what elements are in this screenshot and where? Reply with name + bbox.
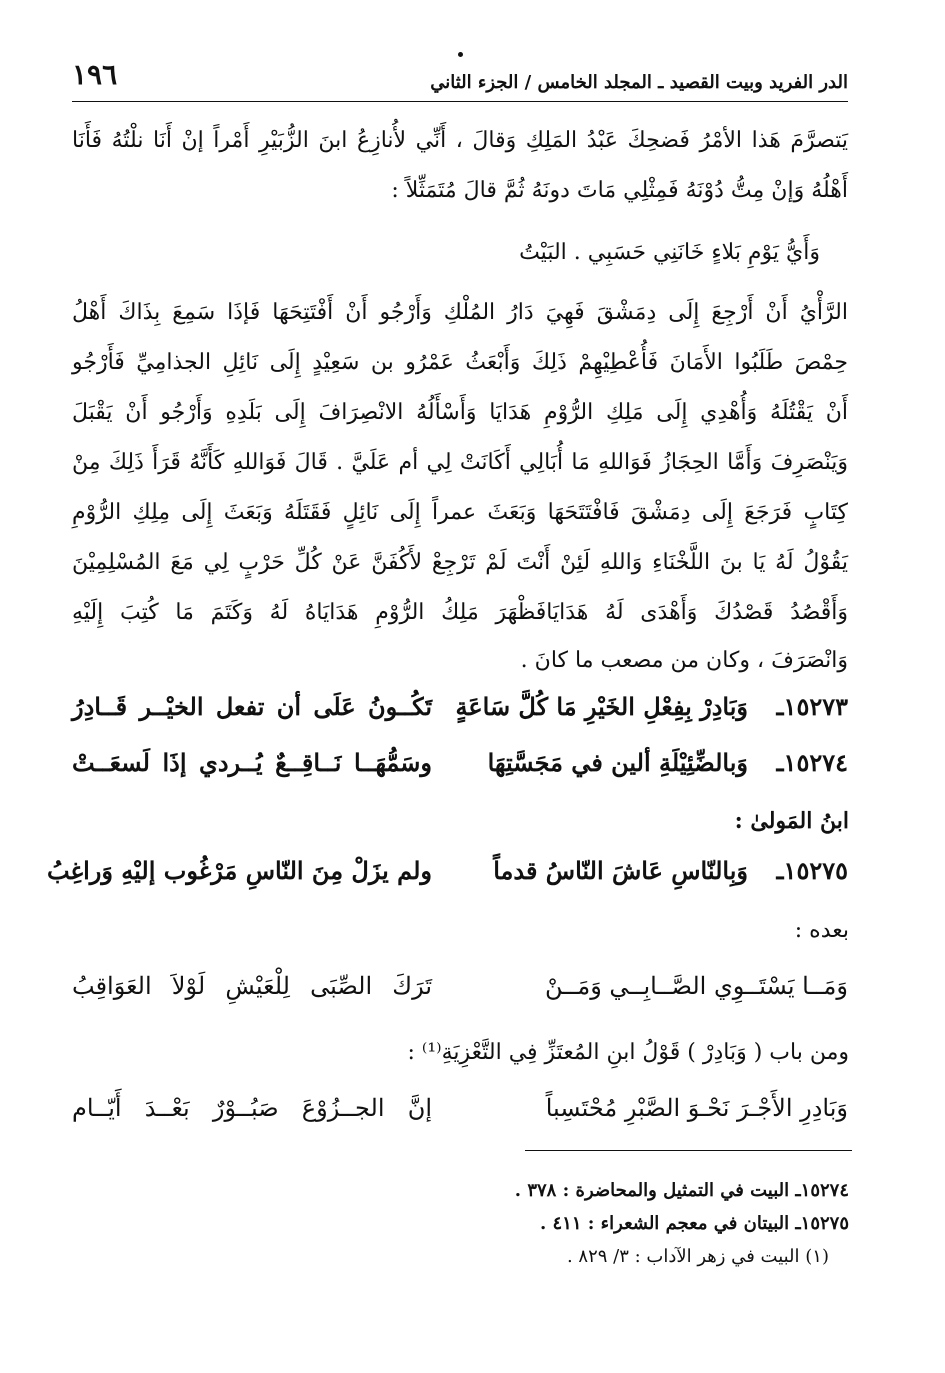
paragraph-line: حِمْصَ طَلَبُوا الأَمَانَ فَأُعْطِيْهِمْ ذَلِكَ وَأَبْعَثُ عَمْرُو بن سَعِيْدٍ إِلَى نَائِلِ الجذامِيِّ فَأَرْجُو xyxy=(72,350,848,375)
text-line: أَهْلُهُ وَإنْ مِتُّ دُوْنَهُ فَمِثْلِي مَاتَ دونَهُ ثُمَّ قالَ مُتَمَثِّلاً : xyxy=(391,178,848,203)
quoted-verse: وَأَيُّ يَوْمِ بَلاءٍ خَانَنِي حَسَبِي . البَيْتُ xyxy=(519,240,820,265)
paragraph-line: الرَّأْيُ أَنْ أَرْجِعَ إِلَى دِمَشْقَ فَهِيَ دَارُ المُلْكِ وَأَرْجُو أَنْ أَفْتَتِحَهَا فَإذَا سَمِعَ بِذَاكَ أَهْلُ xyxy=(72,300,848,325)
verse-number: ١٥٢٧٣ـ xyxy=(776,692,848,721)
paragraph-line: أَنْ يَقْتُلَهُ وَأُهْدِي إِلَى مَلِكِ الرُّوْمِ هَدَايَا وَأَسْأَلُهُ الانْصِرَافَ إِلَى بَلَدِهِ وَأَرْجُو أَنْ يَقْبَلَ xyxy=(72,400,848,425)
chapter-line: ومن باب ( وَبَادِرْ ) قَوْلُ ابنِ المُعتَزِّ فِي التَّعْزِيَةِ⁽¹⁾ : xyxy=(407,1040,849,1065)
paragraph-line: وَأَقْصُدُ قَصْدُكَ وَأَهْدَى لَهُ هَدَايَافَظْهَرَ مَلِكُ الرُّوْمِ هَدَايَاهُ لَهُ وَكَتَمَ مَا كُتِبَ إِلَيْهِ xyxy=(72,600,848,625)
paragraph-line: كِتَابٍ فَرَجَعَ إِلَى دِمَشْقَ فَافْتَتَحَهَا وَبَعَثَ عمراً إِلَى نَائِلٍ فَقَتَلَهُ وَبَعَثَ إِلَى مِلِكِ الرُّوْمِ xyxy=(72,500,848,525)
verse-second-hemistich: تَرَكَ الصِّبَى لِلْعَيْشِ لَوْلاَ العَوَاقِبُ xyxy=(72,972,432,1000)
page-dot-mark xyxy=(458,52,463,57)
verse-first-hemistich: وَبِالنّاسِ عَاشَ النّاسُ قدماً xyxy=(493,856,748,885)
verse-15273 xyxy=(72,692,848,740)
page-header xyxy=(72,58,848,102)
verse-first-hemistich: وَبَادِرْ بِفِعْلِ الخَيْرِ مَا كُلَّ سَاعَةٍ xyxy=(455,692,748,721)
verse-first-hemistich: وَبَادِرِ الأَجْـرَ نَحْـوَ الصَّبْرِ مُحْتَسِباً xyxy=(545,1094,848,1122)
footnote-1: (١) البيت في زهر الآداب : ٣/ ٨٢٩ . xyxy=(566,1246,829,1267)
verse-second-hemistich: تَكُــونُ عَلَى أن تفعل الخيْــر قَــادِرُ xyxy=(72,692,432,721)
poet-label: ابنُ المَولىٰ : xyxy=(734,808,849,834)
verse-15274 xyxy=(72,748,848,796)
footnote-15274: ١٥٢٧٤ـ البيت في التمثيل والمحاضرة : ٣٧٨ . xyxy=(514,1180,849,1201)
paragraph-line: وَيَنْصَرِفَ وَأَمَّا الحِجَازُ فَوَاللهِ مَا أُبَالِي أَكَانَتْ لِي أم عَلَيَّ . قَالَ فَوَاللهِ كَأَنَّهُ قَرَأَ ذَلِكَ مِنْ xyxy=(72,450,848,475)
verse-second-hemistich: ولم يزَلْ مِنَ النّاسِ مَرْغُوب إليْهِ وَراغِبُ xyxy=(46,856,432,885)
verse-number: ١٥٢٧٥ـ xyxy=(776,856,848,885)
after-verse xyxy=(72,972,848,1020)
paragraph-line: وَانْصَرَفَ ، وكان من مصعب ما كانَ . xyxy=(520,648,848,673)
footnote-15275: ١٥٢٧٥ـ البيتان في معجم الشعراء : ٤١١ . xyxy=(539,1213,849,1234)
running-title: الدر الفريد وبيت القصيد ـ المجلد الخامس / الجزء الثاني xyxy=(430,72,848,93)
text-line: يَتصرَّمَ هَذا الأمْرُ فَضحِكَ عَبْدُ المَلِكِ وَقالَ ، أَنِّي لأُنازِعُ ابنَ الزُّبَيْرِ أَمْراً إنْ أَنَا نلْتُهُ فَأَنَا xyxy=(72,128,848,153)
verse-15275 xyxy=(46,856,848,904)
verse-first-hemistich: وَبالضِّئِيْلَةِ ألين في مَجَسَّتِهَا xyxy=(487,748,748,777)
after-label: بعده : xyxy=(794,918,849,943)
verse-second-hemistich: وسَمُّهَــا نَــاقِــعٌ يُــردي إذَا لَسعَــتْ xyxy=(72,748,432,777)
footnote-separator xyxy=(525,1150,852,1151)
verse-second-hemistich: إنَّ الجــزُوْعَ صَبُــوْرٌ بَعْــدَ أَيّــام xyxy=(72,1094,432,1122)
page-number: ١٩٦ xyxy=(72,58,118,91)
last-verse xyxy=(72,1094,848,1142)
verse-first-hemistich: وَمَــا يَسْتَــوِي الصَّــابِــي وَمَــنْ xyxy=(545,972,848,1000)
paragraph-line: يَقُوْلُ لَهُ يَا بنَ اللَّخْنَاءِ وَاللهِ لَئِنْ أَنْتَ لَمْ تَرْجِعْ لأَكُفَنَّ عَنْ كُلِّ حَرْبٍ لِي مَعَ المُسْلِمِيْنَ xyxy=(72,550,848,575)
verse-number: ١٥٢٧٤ـ xyxy=(776,748,848,777)
